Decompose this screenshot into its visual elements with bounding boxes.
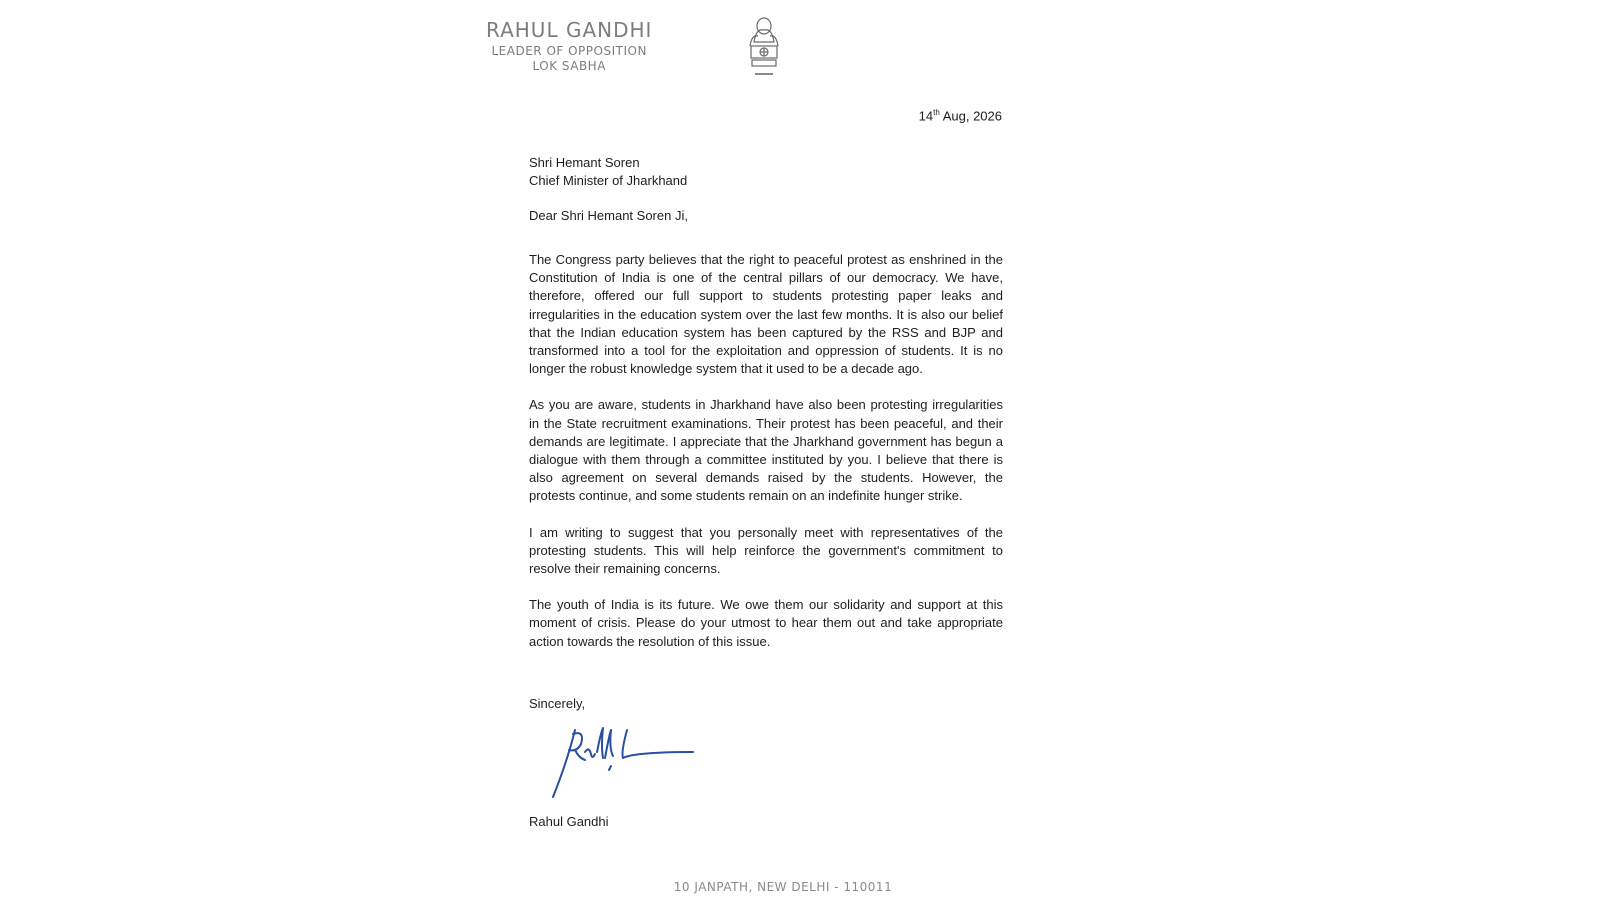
addressee-title: Chief Minister of Jharkhand [529, 173, 688, 188]
date-suffix: th [933, 108, 940, 117]
signer-name: Rahul Gandhi [529, 814, 609, 829]
letter-date [802, 108, 1002, 123]
body-paragraph: The youth of India is its future. We owe them our solidarity and support at this moment of crisis. Please do your utmost to hear them out and take appropriate action towards the resolution of this issue. [529, 597, 1003, 649]
letterhead-role-line1: LEADER OF OPPOSITION [491, 44, 647, 58]
salutation: Dear Shri Hemant Soren Ji, [529, 208, 688, 223]
letterhead-role [486, 44, 652, 74]
letter-body [529, 251, 1003, 669]
footer-address: 10 JANPATH, NEW DELHI - 110011 [673, 880, 893, 894]
letterhead [486, 18, 652, 74]
closing: Sincerely, [529, 696, 586, 711]
date-day: 14 [918, 108, 934, 124]
addressee-block [529, 154, 687, 190]
addressee-name: Shri Hemant Soren [529, 155, 640, 170]
letterhead-name: RAHUL GANDHI [486, 18, 653, 42]
letterhead-role-line2: LOK SABHA [532, 59, 606, 73]
national-emblem-icon [742, 12, 786, 82]
signature-image [545, 722, 705, 802]
body-paragraph: I am writing to suggest that you personally meet with representatives of the protesting students. This will help reinforce the government's commitment to resolve their remaining concerns. [529, 524, 1003, 577]
date-rest: Aug, 2026 [942, 108, 1002, 124]
body-paragraph: The Congress party believes that the right to peaceful protest as enshrined in the Constitution of India is one of the central pillars of our democracy. We have, therefore, offered our full support to students protesting paper leaks and irregularities in the education system over the last few months. It is also our belief that the Indian education system has been captured by the RSS and BJP and transformed into a tool for the exploitation and oppression of students. It is no longer the robust knowledge system that it used to be a decade ago. [529, 252, 1003, 377]
body-paragraph: As you are aware, students in Jharkhand have also been protesting irregularities in the State recruitment examinations. Their protest has been peaceful, and their demands are legitimate. I appreciate that the Jharkhand government has begun a dialogue with them through a committee instituted by you. I believe that there is also agreement on several demands raised by the students. However, the protests continue, and some students remain on an indefinite hunger strike. [529, 397, 1003, 504]
